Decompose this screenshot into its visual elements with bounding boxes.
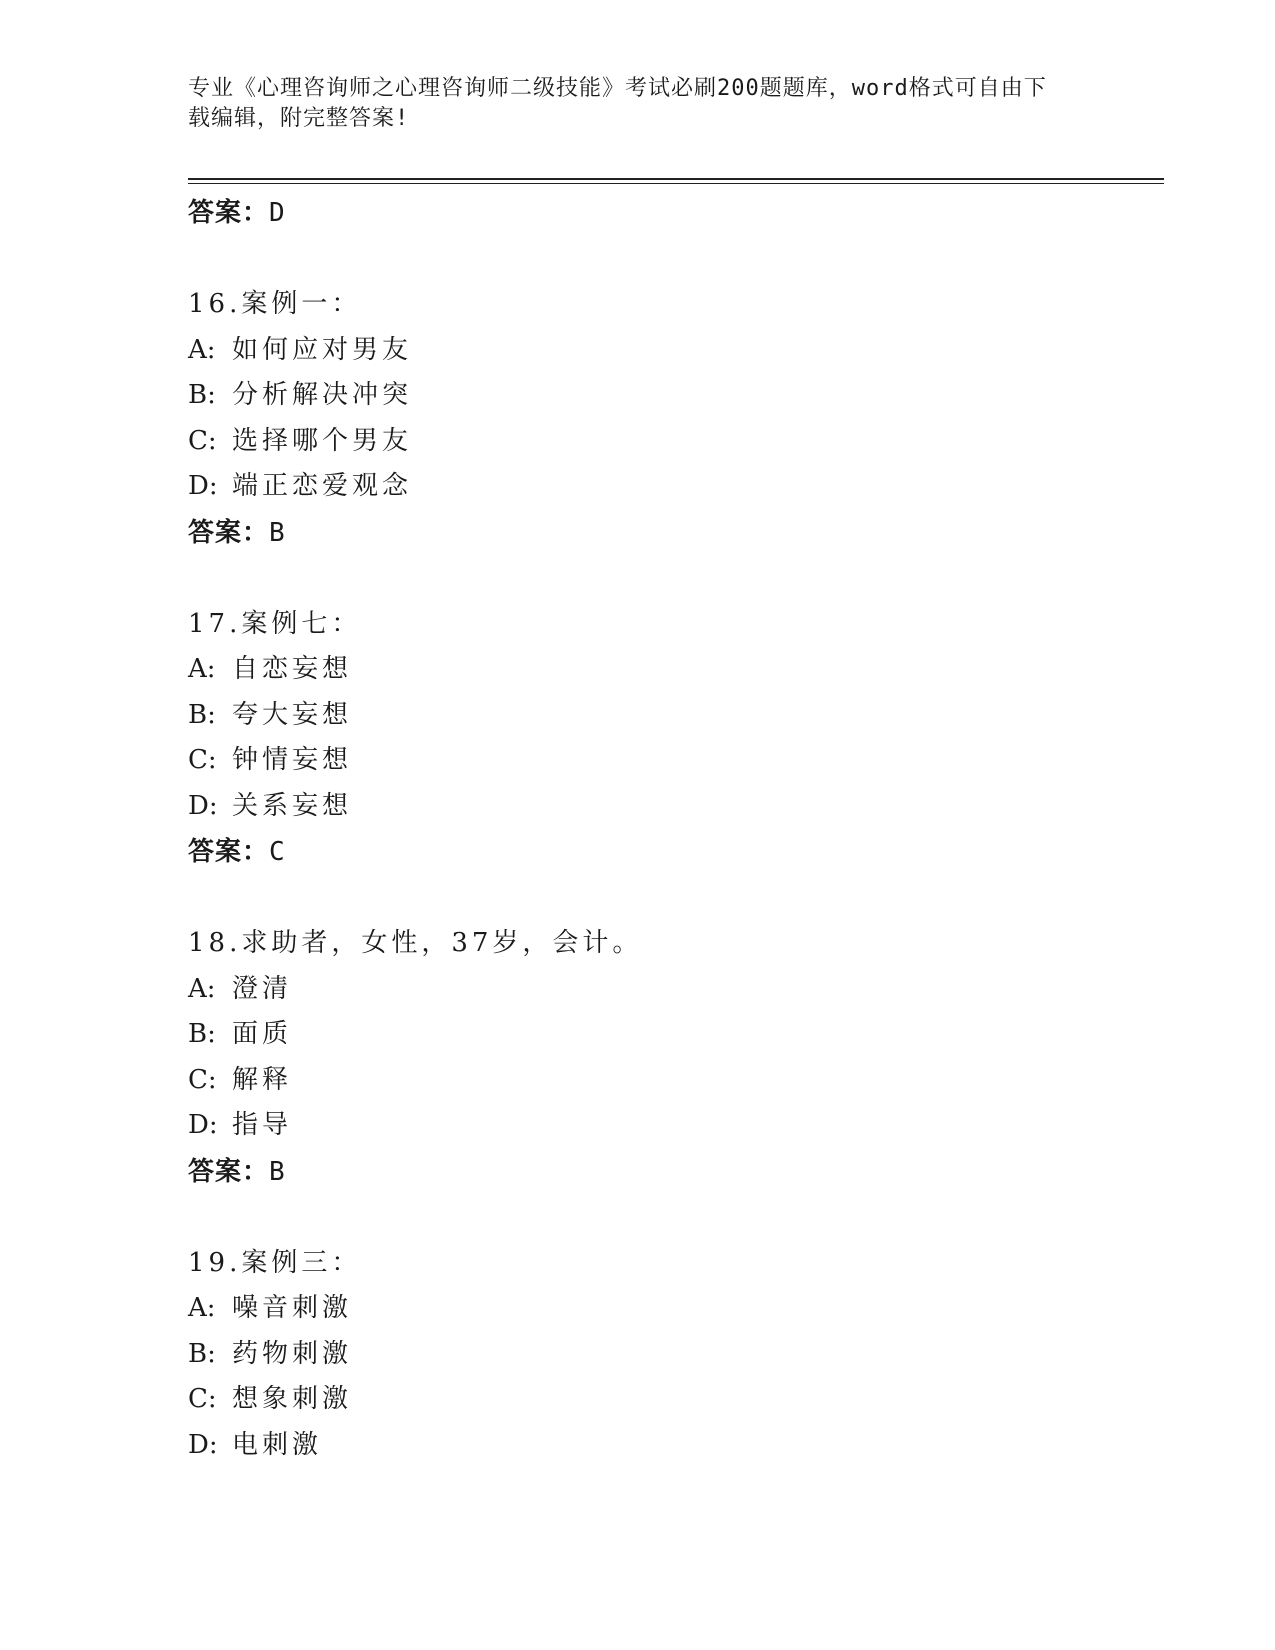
option-key: C:	[188, 1064, 217, 1095]
answer-value: B	[269, 1156, 286, 1187]
option-b	[188, 373, 1164, 419]
option-key: B:	[188, 1338, 216, 1369]
option-key: D:	[188, 790, 218, 821]
option-text: 指导	[232, 1110, 293, 1140]
option-text: 解释	[232, 1064, 293, 1095]
answer-line	[188, 510, 1164, 556]
option-key: C:	[188, 745, 217, 775]
option-c	[188, 738, 1164, 784]
option-key: D:	[188, 471, 218, 501]
answer-value: B	[269, 517, 286, 548]
question-title: 17.案例七：	[188, 608, 362, 639]
option-text: 自恋妄想	[232, 654, 353, 684]
question-title: 18.求助者，女性，37岁，会计。	[188, 928, 643, 958]
option-key: A:	[188, 973, 216, 1004]
option-text: 钟情妄想	[232, 745, 353, 775]
option-text: 关系妄想	[232, 790, 353, 821]
document-header: 专业《心理咨询师之心理咨询师二级技能》考试必刷200题题库，word格式可自由下载编辑，附完整答案!	[188, 76, 1047, 131]
option-key: B:	[188, 380, 216, 410]
option-key: C:	[188, 1384, 217, 1414]
answer-label: 答案：	[188, 198, 270, 228]
option-a	[188, 967, 1164, 1013]
option-key: D:	[188, 1110, 218, 1140]
option-key: A:	[188, 334, 216, 365]
spacer	[188, 236, 1164, 282]
answer-label: 答案：	[188, 1156, 270, 1187]
option-text: 如何应对男友	[232, 334, 413, 365]
answer-label: 答案：	[188, 837, 270, 867]
option-b	[188, 693, 1164, 739]
spacer	[188, 1195, 1164, 1241]
answer-value: D	[269, 198, 286, 228]
option-key: A:	[188, 654, 216, 684]
option-text: 选择哪个男友	[232, 425, 413, 456]
option-text: 端正恋爱观念	[232, 471, 413, 501]
answer-value: C	[269, 837, 286, 867]
option-text: 想象刺激	[232, 1384, 353, 1414]
option-text: 药物刺激	[232, 1338, 353, 1369]
question-block	[188, 282, 1164, 556]
option-text: 噪音刺激	[232, 1293, 353, 1323]
question-block	[188, 602, 1164, 876]
question-list	[188, 190, 1164, 1468]
answer-line	[188, 190, 1164, 236]
question-block	[188, 921, 1164, 1195]
option-d	[188, 464, 1164, 510]
spacer	[188, 556, 1164, 602]
question-title: 19.案例三：	[188, 1247, 362, 1278]
option-text: 夸大妄想	[232, 699, 353, 730]
option-text: 面质	[232, 1019, 293, 1049]
option-c	[188, 1377, 1164, 1423]
option-c	[188, 419, 1164, 465]
option-d	[188, 784, 1164, 830]
header-divider	[188, 178, 1164, 184]
option-text: 分析解决冲突	[232, 380, 413, 410]
option-d	[188, 1423, 1164, 1469]
option-key: C:	[188, 425, 217, 456]
answer-line	[188, 1149, 1164, 1195]
question-title: 16.案例一：	[188, 289, 362, 319]
option-b	[188, 1332, 1164, 1378]
option-d	[188, 1103, 1164, 1149]
answer-label: 答案：	[188, 517, 270, 548]
option-a	[188, 647, 1164, 693]
option-key: D:	[188, 1429, 218, 1460]
answer-line	[188, 829, 1164, 875]
spacer	[188, 875, 1164, 921]
option-c	[188, 1058, 1164, 1104]
option-a	[188, 328, 1164, 374]
option-text: 澄清	[232, 973, 293, 1004]
option-key: A:	[188, 1293, 216, 1323]
option-key: B:	[188, 699, 216, 730]
question-block	[188, 1241, 1164, 1469]
option-a	[188, 1286, 1164, 1332]
option-key: B:	[188, 1019, 216, 1049]
option-text: 电刺激	[232, 1429, 323, 1460]
option-b	[188, 1012, 1164, 1058]
